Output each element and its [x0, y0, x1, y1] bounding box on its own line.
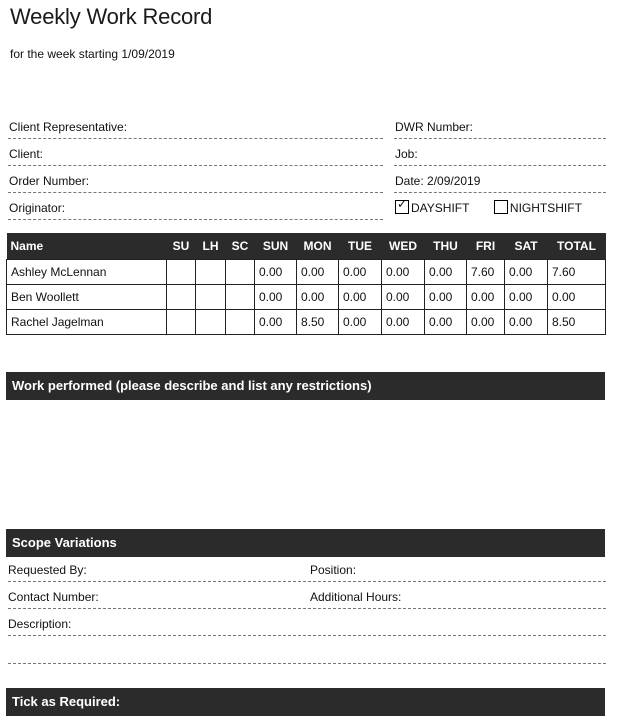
column-header-su: SU	[167, 233, 196, 260]
sun-hours: 0.00	[255, 285, 297, 310]
description-field[interactable]	[8, 612, 606, 636]
lh-cell	[196, 285, 226, 310]
client-representative-label: Client Representative:	[9, 120, 128, 134]
employee-name: Ashley McLennan	[7, 260, 167, 285]
week-start-subtitle: for the week starting 1/09/2019	[10, 47, 175, 61]
su-cell	[167, 285, 196, 310]
scope-row-contact	[8, 585, 606, 609]
date-value: Date: 2/09/2019	[395, 174, 481, 188]
description-continuation-line[interactable]	[8, 640, 606, 664]
table-row	[7, 260, 606, 285]
date-field[interactable]	[394, 169, 606, 193]
column-header-sun: SUN	[255, 233, 297, 260]
checkmark-icon: ✓	[397, 197, 408, 211]
dayshift-label: DAYSHIFT	[411, 201, 470, 215]
dayshift-checkbox[interactable]	[395, 197, 409, 214]
column-header-tue: TUE	[339, 233, 382, 260]
originator-label: Originator:	[9, 201, 66, 215]
employee-name: Ben Woollett	[7, 285, 167, 310]
mon-hours: 0.00	[297, 260, 339, 285]
table-row	[7, 310, 606, 335]
dwr-number-field[interactable]	[394, 115, 606, 139]
fri-hours: 0.00	[467, 285, 505, 310]
total-hours: 0.00	[548, 285, 606, 310]
column-header-name: Name	[7, 233, 167, 260]
position-field[interactable]: Position:	[310, 563, 357, 577]
tue-hours: 0.00	[339, 260, 382, 285]
nightshift-checkbox[interactable]	[494, 200, 508, 214]
tick-as-required-heading: Tick as Required:	[6, 688, 605, 716]
thu-hours: 0.00	[425, 310, 467, 335]
mon-hours: 8.50	[297, 310, 339, 335]
client-label: Client:	[9, 147, 44, 161]
thu-hours: 0.00	[425, 260, 467, 285]
contact-number-field[interactable]: Contact Number:	[8, 590, 99, 604]
su-cell	[167, 310, 196, 335]
employee-name: Rachel Jagelman	[7, 310, 167, 335]
client-field[interactable]	[8, 142, 383, 166]
thu-hours: 0.00	[425, 285, 467, 310]
su-cell	[167, 260, 196, 285]
client-representative-field[interactable]	[8, 115, 383, 139]
sat-hours: 0.00	[505, 310, 548, 335]
wed-hours: 0.00	[382, 260, 425, 285]
job-field[interactable]	[394, 142, 606, 166]
shift-selector	[394, 196, 606, 220]
description-label: Description:	[8, 617, 72, 631]
scope-row-requested	[8, 558, 606, 582]
sc-cell	[226, 310, 255, 335]
hours-table-header	[7, 233, 606, 260]
column-header-sc: SC	[226, 233, 255, 260]
originator-field[interactable]	[8, 196, 383, 220]
work-performed-area[interactable]	[6, 400, 605, 526]
wed-hours: 0.00	[382, 285, 425, 310]
sun-hours: 0.00	[255, 310, 297, 335]
job-label: Job:	[395, 147, 418, 161]
fri-hours: 7.60	[467, 260, 505, 285]
column-header-total: TOTAL	[548, 233, 606, 260]
column-header-sat: SAT	[505, 233, 548, 260]
scope-variations-heading: Scope Variations	[6, 529, 605, 557]
order-number-field[interactable]	[8, 169, 383, 193]
column-header-fri: FRI	[467, 233, 505, 260]
sat-hours: 0.00	[505, 285, 548, 310]
requested-by-field[interactable]: Requested By:	[8, 563, 87, 577]
hours-table	[6, 233, 606, 335]
column-header-wed: WED	[382, 233, 425, 260]
nightshift-label: NIGHTSHIFT	[509, 201, 582, 215]
wed-hours: 0.00	[382, 310, 425, 335]
sun-hours: 0.00	[255, 260, 297, 285]
sat-hours: 0.00	[505, 260, 548, 285]
lh-cell	[196, 260, 226, 285]
table-row	[7, 285, 606, 310]
fri-hours: 0.00	[467, 310, 505, 335]
lh-cell	[196, 310, 226, 335]
column-header-mon: MON	[297, 233, 339, 260]
mon-hours: 0.00	[297, 285, 339, 310]
page-title: Weekly Work Record	[10, 4, 213, 29]
total-hours: 7.60	[548, 260, 606, 285]
dwr-number-label: DWR Number:	[395, 120, 474, 134]
column-header-thu: THU	[425, 233, 467, 260]
order-number-label: Order Number:	[9, 174, 90, 188]
total-hours: 8.50	[548, 310, 606, 335]
sc-cell	[226, 260, 255, 285]
tue-hours: 0.00	[339, 310, 382, 335]
work-performed-heading: Work performed (please describe and list any restrictions)	[6, 372, 605, 400]
additional-hours-field[interactable]: Additional Hours:	[310, 590, 402, 604]
tue-hours: 0.00	[339, 285, 382, 310]
column-header-lh: LH	[196, 233, 226, 260]
sc-cell	[226, 285, 255, 310]
